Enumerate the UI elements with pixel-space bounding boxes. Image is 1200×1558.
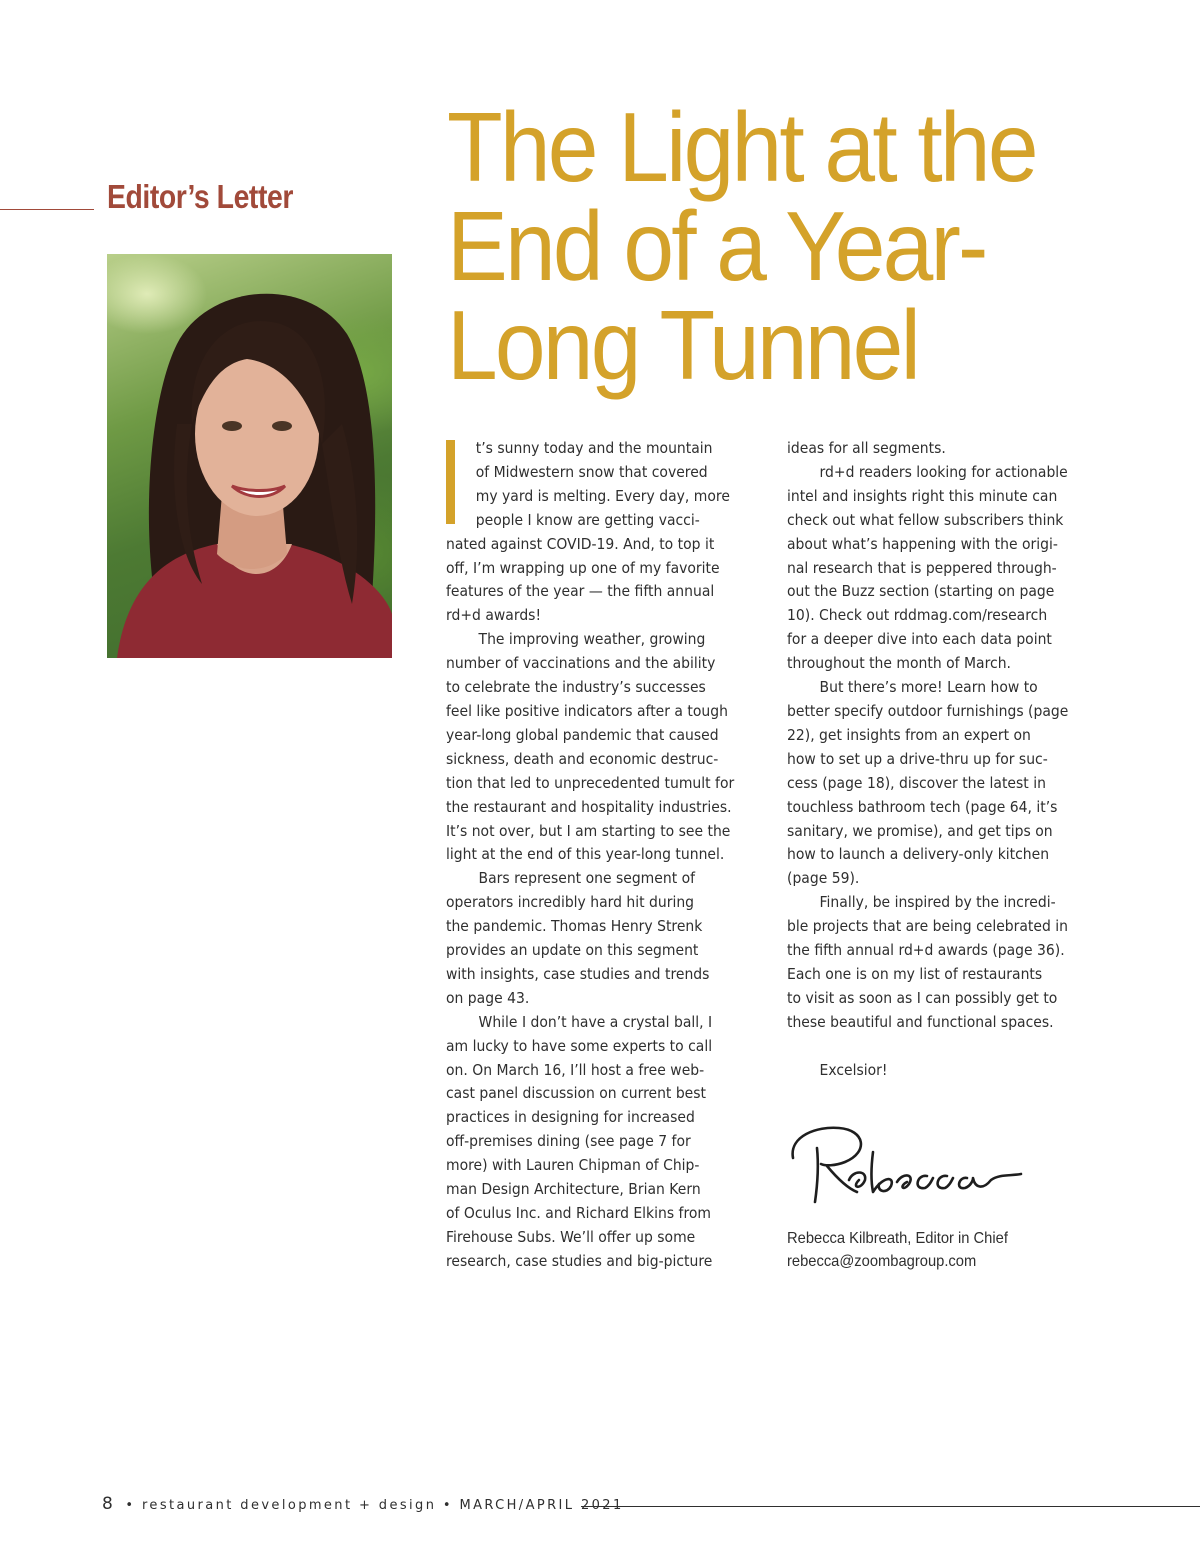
body-line: better specify outdoor furnishings (page <box>787 701 1069 720</box>
body-line: (page 59). <box>787 869 860 888</box>
page-footer <box>102 1494 624 1514</box>
body-line: of Midwestern snow that covered <box>475 462 708 481</box>
footer-text: • restaurant development + design • MARCH/APRIL 2021 <box>125 1498 624 1513</box>
body-line: intel and insights right this minute can <box>787 486 1058 505</box>
body-line: year-long global pandemic that caused <box>446 725 719 744</box>
body-line: cast panel discussion on current best <box>446 1084 707 1103</box>
body-line: man Design Architecture, Brian Kern <box>446 1180 701 1199</box>
body-line: While I don’t have a crystal ball, I <box>478 1012 713 1031</box>
section-label: Editor’s Letter <box>107 178 293 215</box>
body-line: off-premises dining (see page 7 for <box>446 1132 691 1151</box>
headline-line: End of a Year- <box>447 191 986 301</box>
section-rule <box>0 209 94 210</box>
body-line: the fifth annual rd+d awards (page 36). <box>787 941 1065 960</box>
editor-headshot <box>107 254 392 658</box>
body-line: to celebrate the industry’s successes <box>446 678 706 697</box>
body-line: rd+d readers looking for actionable <box>819 462 1068 481</box>
body-line: 10). Check out rddmag.com/research <box>787 606 1048 625</box>
body-line: Bars represent one segment of <box>478 869 696 888</box>
body-line: nated against COVID-19. And, to top it <box>446 534 715 553</box>
body-line: rd+d awards! <box>446 606 542 625</box>
footer-rule <box>581 1506 1200 1507</box>
body-line: of Oculus Inc. and Richard Elkins from <box>446 1204 712 1222</box>
body-line: feel like positive indicators after a tough <box>446 701 728 720</box>
body-line: throughout the month of March. <box>787 654 1011 673</box>
body-column-right <box>787 437 1097 1082</box>
body-line: check out what fellow subscribers think <box>787 510 1064 529</box>
body-line: sickness, death and economic destruc- <box>446 749 719 768</box>
body-line: on. On March 16, I’ll host a free web- <box>446 1060 705 1079</box>
body-line: Finally, be inspired by the incredi- <box>819 893 1056 912</box>
body-line: features of the year — the fifth annual <box>446 582 715 601</box>
body-line: Each one is on my list of restaurants <box>787 964 1043 983</box>
body-line: Firehouse Subs. We’ll offer up some <box>446 1227 696 1246</box>
signature <box>787 1118 1027 1213</box>
body-line: the restaurant and hospitality industries. <box>446 797 732 816</box>
byline <box>787 1227 1027 1273</box>
body-line: research, case studies and big-picture <box>446 1251 713 1270</box>
body-line: touchless bathroom tech (page 64, it’s <box>787 797 1058 816</box>
body-line: number of vaccinations and the ability <box>446 654 716 673</box>
body-line: ble projects that are being celebrated in <box>787 917 1068 936</box>
body-line: on page 43. <box>446 988 530 1007</box>
body-line: t’s sunny today and the mountain <box>475 439 713 457</box>
body-line: cess (page 18), discover the latest in <box>787 773 1046 792</box>
headline-line: Long Tunnel <box>447 290 919 400</box>
body-line: how to launch a delivery-only kitchen <box>787 845 1050 864</box>
body-line: the pandemic. Thomas Henry Strenk <box>446 917 703 936</box>
byline-name-title: Rebecca Kilbreath, Editor in Chief <box>787 1230 1008 1247</box>
body-line: to visit as soon as I can possibly get to <box>787 988 1058 1007</box>
body-line: these beautiful and functional spaces. <box>787 1012 1054 1031</box>
body-line: Excelsior! <box>819 1060 888 1079</box>
body-line: It’s not over, but I am starting to see the <box>446 821 731 840</box>
body-line: for a deeper dive into each data point <box>787 630 1052 649</box>
body-line: people I know are getting vacci- <box>475 510 700 529</box>
body-line: with insights, case studies and trends <box>446 964 710 983</box>
body-line: sanitary, we promise), and get tips on <box>787 821 1053 840</box>
body-line: The improving weather, growing <box>478 630 706 649</box>
body-line: how to set up a drive-thru up for suc- <box>787 749 1048 768</box>
body-line: provides an update on this segment <box>446 941 699 960</box>
body-line: about what’s happening with the origi- <box>787 534 1058 553</box>
body-line: operators incredibly hard hit during <box>446 893 695 912</box>
body-line: light at the end of this year-long tunnel. <box>446 845 725 864</box>
body-line: out the Buzz section (starting on page <box>787 582 1055 601</box>
byline-email[interactable]: rebecca@zoombagroup.com <box>787 1253 977 1270</box>
body-line: more) with Lauren Chipman of Chip- <box>446 1156 700 1175</box>
body-line: off, I’m wrapping up one of my favorite <box>446 558 720 577</box>
body-line: my yard is melting. Every day, more <box>475 486 730 505</box>
body-line: am lucky to have some experts to call <box>446 1036 713 1055</box>
headline-line: The Light at the <box>447 92 1036 202</box>
body-line: 22), get insights from an expert on <box>787 725 1031 744</box>
body-line: practices in designing for increased <box>446 1108 695 1127</box>
body-column-left <box>446 437 756 1274</box>
body-line: But there’s more! Learn how to <box>819 678 1038 697</box>
body-line: ideas for all segments. <box>787 439 946 457</box>
body-line: tion that led to unprecedented tumult for <box>446 773 735 792</box>
page-number: 8 <box>102 1494 113 1514</box>
headline <box>447 92 1147 400</box>
body-line: nal research that is peppered through- <box>787 558 1057 577</box>
body-line <box>787 1035 1075 1059</box>
